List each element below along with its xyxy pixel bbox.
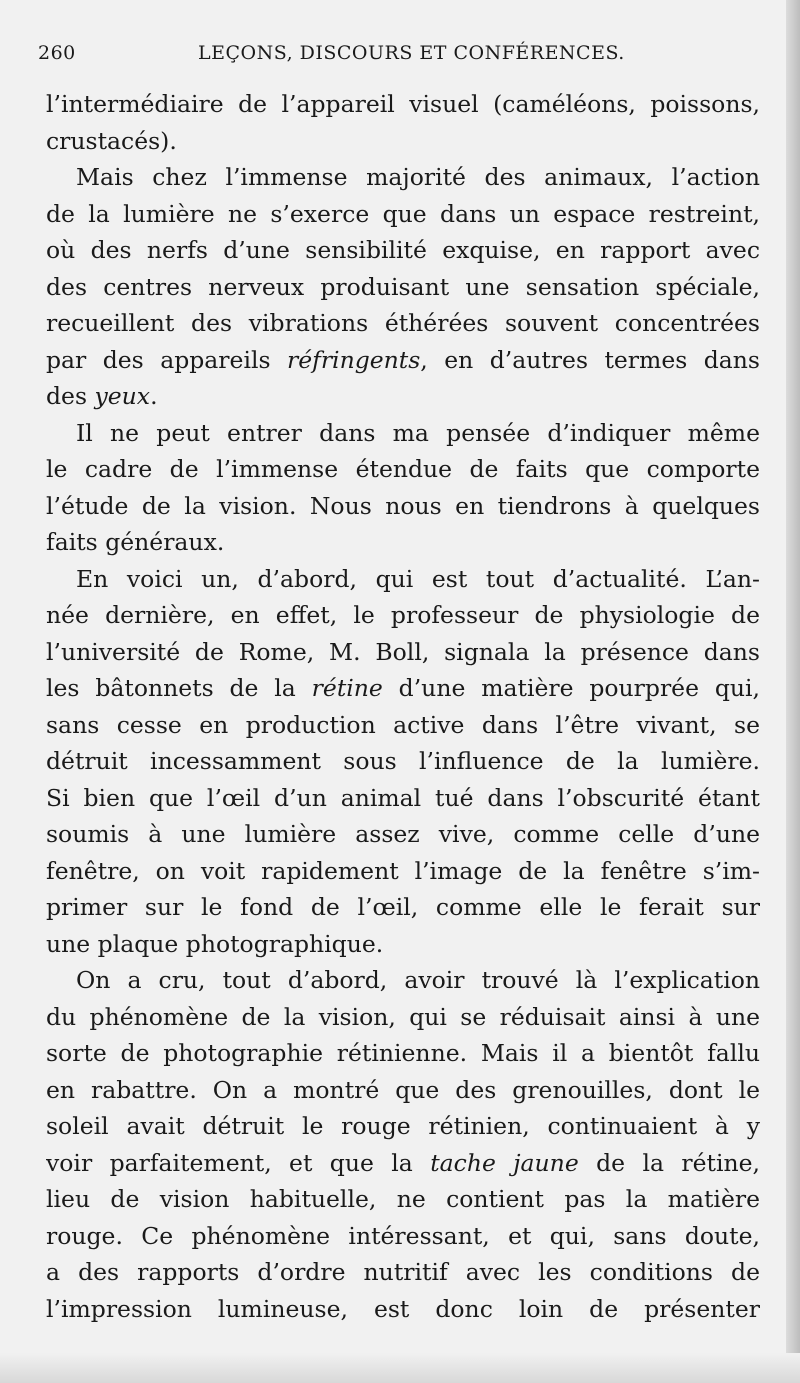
text-run: les bâtonnets de la <box>46 674 312 702</box>
text-line: l’université de Rome, M. Boll, signala la présence dans <box>46 637 760 666</box>
italic-term: tache jaune <box>430 1148 579 1177</box>
page-edge-shadow <box>786 0 800 1383</box>
running-title: LEÇONS, DISCOURS ET CONFÉRENCES. <box>198 42 625 64</box>
text-line <box>46 342 760 379</box>
text-line: née dernière, en effet, le professeur de physiologie de <box>46 601 760 629</box>
paragraph-first-line: Mais chez l’immense majorité des animaux, l’action <box>76 163 760 191</box>
text-line: soleil avait détruit le rouge rétinien, continuaient à y <box>46 1112 760 1140</box>
text-line <box>46 670 760 707</box>
paragraph-first-line: On a cru, tout d’abord, avoir trouvé là l’explication <box>76 966 760 994</box>
italic-term: réfringents <box>286 345 421 374</box>
text-run: par des appareils <box>46 345 287 374</box>
italic-term: rétine <box>311 674 383 702</box>
text-line: lieu de vision habituelle, ne contient pas la matière <box>46 1185 760 1213</box>
text-line: l’impression lumineuse, est donc loin de présenter <box>46 1294 760 1323</box>
text-line: le cadre de l’immense étendue de faits que comporte <box>46 455 760 483</box>
page-body <box>46 86 760 1327</box>
text-line: soumis à une lumière assez vive, comme celle d’une <box>46 820 760 848</box>
text-run: des <box>46 382 95 410</box>
text-line: en rabattre. On a montré que des grenouilles, dont le <box>46 1075 760 1104</box>
text-line: crustacés). <box>46 126 177 155</box>
text-line: primer sur le fond de l’œil, comme elle le ferait sur <box>46 893 760 921</box>
text-line: l’étude de la vision. Nous nous en tiendrons à quelques <box>46 491 760 520</box>
text-line: détruit incessamment sous l’influence de la lumière. <box>46 747 760 775</box>
text-line: de la lumière ne s’exerce que dans un espace restreint, <box>46 199 760 228</box>
text-line: l’intermédiaire de l’appareil visuel (caméléons, poissons, <box>46 90 760 118</box>
text-line: sorte de photographie rétinienne. Mais il a bientôt fallu <box>46 1039 760 1067</box>
italic-term: yeux <box>94 382 151 410</box>
text-line <box>46 1145 760 1182</box>
text-line: sans cesse en production active dans l’être vivant, se <box>46 710 760 739</box>
text-line: rouge. Ce phénomène intéressant, et qui, sans doute, <box>46 1221 760 1250</box>
text-line: fenêtre, on voit rapidement l’image de la fenêtre s’im- <box>46 856 760 885</box>
text-line: une plaque photographique. <box>46 929 384 958</box>
text-line: recueillent des vibrations éthérées souvent concentrées <box>46 309 760 337</box>
text-run: . <box>150 382 158 410</box>
page-header <box>38 42 750 76</box>
page-bottom-shadow <box>0 1353 800 1383</box>
text-line: a des rapports d’ordre nutritif avec les conditions de <box>46 1258 760 1286</box>
text-line: du phénomène de la vision, qui se réduisait ainsi à une <box>46 1002 760 1031</box>
text-line: des centres nerveux produisant une sensation spéciale, <box>46 272 760 301</box>
page-number: 260 <box>38 42 76 64</box>
paragraph-first-line: Il ne peut entrer dans ma pensée d’indiquer même <box>76 418 760 447</box>
text-line: faits généraux. <box>46 528 225 556</box>
text-line <box>46 378 760 415</box>
text-line: où des nerfs d’une sensibilité exquise, en rapport avec <box>46 236 760 264</box>
text-run: de la rétine, <box>578 1148 760 1177</box>
text-line: Si bien que l’œil d’un animal tué dans l’obscurité étant <box>46 783 760 812</box>
paragraph-first-line: En voici un, d’abord, qui est tout d’actualité. L’an- <box>76 564 760 593</box>
text-run: voir parfaitement, et que la <box>46 1148 431 1177</box>
text-run: d’une matière pourprée qui, <box>382 674 760 702</box>
text-run: , en d’autres termes dans <box>420 345 760 374</box>
